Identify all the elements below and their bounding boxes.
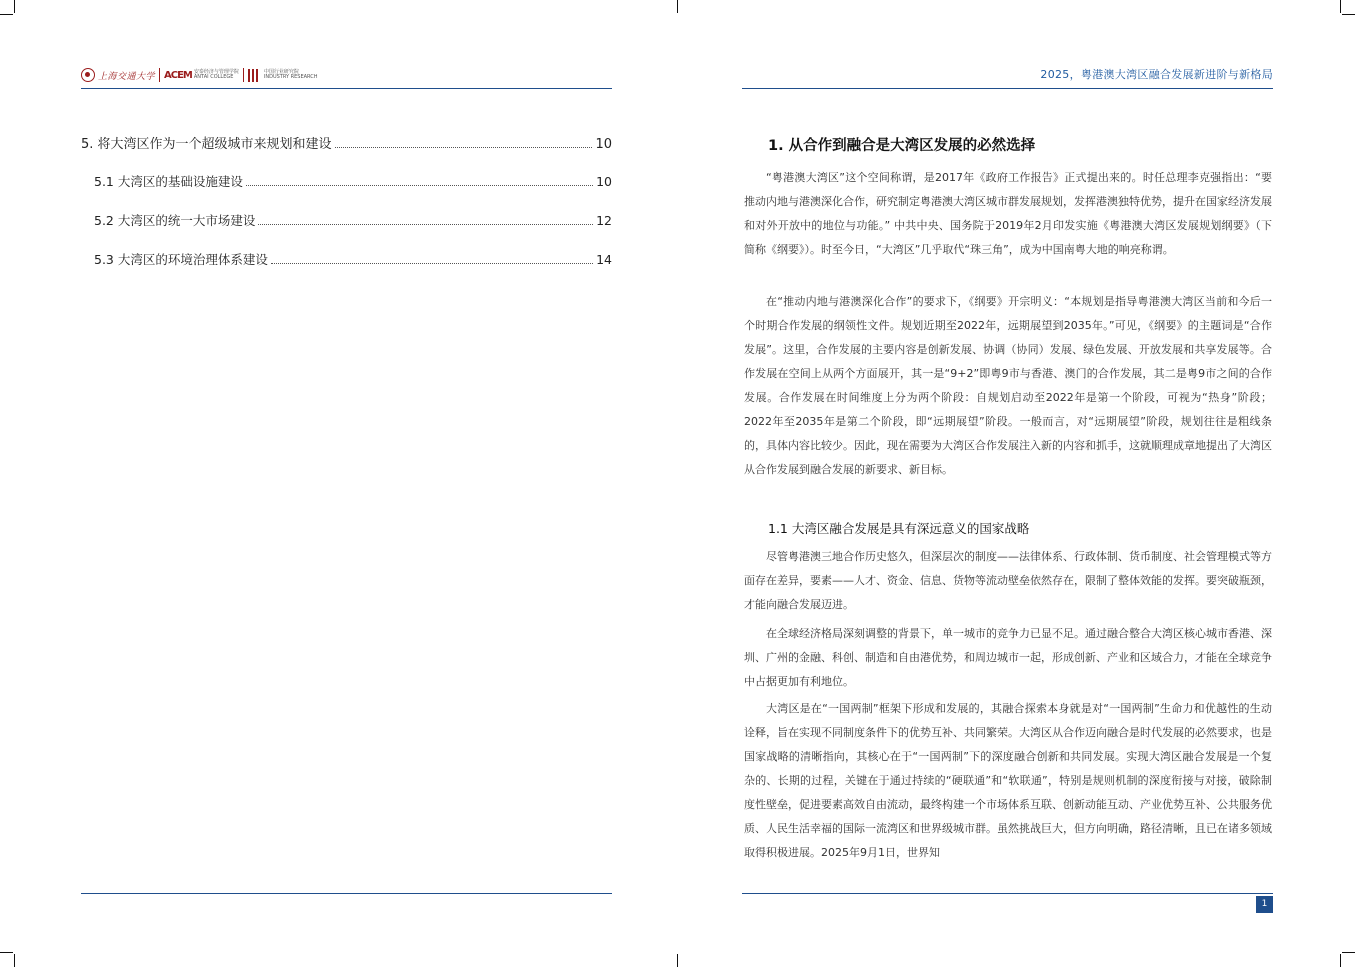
subsection-heading: 1.1 大湾区融合发展是具有深远意义的国家战略	[768, 521, 1030, 536]
antai-logo-cn: 安泰经济与管理学院	[193, 68, 239, 75]
toc-entry[interactable]	[81, 211, 612, 231]
toc-entry-label: 5.2 大湾区的统一大市场建设	[94, 213, 256, 228]
toc-entry-page: 14	[596, 252, 612, 267]
paragraph: 尽管粤港澳三地合作历史悠久，但深层次的制度——法律体系、行政体制、货币制度、社会管理模式等方面存在差异，要素——人才、资金、信息、货物等流动壁垒依然存在，限制了整体效能的发挥。要突破瓶颈，才能向融合发展迈进。	[744, 550, 1272, 611]
toc-entry[interactable]	[81, 250, 612, 270]
crop-mark	[677, 954, 678, 967]
toc-entry-label: 5. 将大湾区作为一个超级城市来规划和建设	[81, 137, 332, 152]
sjtu-logo-text: 上海交通大学	[98, 71, 156, 82]
table-of-contents	[81, 133, 612, 270]
antai-mark-icon: ACEM	[164, 69, 192, 81]
institute-logo-en: INDUSTRY RESEARCH	[263, 74, 318, 80]
toc-entry-page: 10	[596, 174, 612, 189]
crop-mark	[14, 0, 15, 13]
toc-entry-label: 5.1 大湾区的基础设施建设	[94, 174, 243, 189]
section-heading: 1. 从合作到融合是大湾区发展的必然选择	[768, 138, 1036, 154]
toc-leader-dots	[246, 185, 593, 186]
crop-mark	[677, 0, 678, 13]
antai-logo-en: ANTAI COLLEGE	[193, 74, 234, 80]
logo-divider	[243, 68, 244, 82]
toc-leader-dots	[258, 224, 593, 225]
toc-leader-dots	[271, 263, 593, 264]
header-rule-left	[81, 88, 612, 89]
crop-mark	[1340, 0, 1341, 13]
crop-mark	[14, 954, 15, 967]
institute-logo	[248, 69, 318, 82]
crop-mark	[0, 14, 13, 15]
antai-logo-text	[194, 70, 239, 81]
toc-entry-page: 12	[596, 213, 612, 228]
institute-logo-text	[264, 70, 318, 81]
toc-entry[interactable]	[81, 172, 612, 192]
footer-rule-left	[81, 893, 612, 894]
toc-entry[interactable]	[81, 133, 612, 153]
crop-mark	[0, 952, 13, 953]
crop-mark	[1340, 954, 1341, 967]
paragraph: 在全球经济格局深刻调整的背景下，单一城市的竞争力已显不足。通过融合整合大湾区核心城市香港、深圳、广州的金融、科创、制造和自由港优势，和周边城市一起，形成创新、产业和区域合力，才能在全球竞争中占据更加有利地位。	[744, 627, 1272, 688]
antai-logo	[164, 70, 239, 81]
running-title: 2025，粤港澳大湾区融合发展新进阶与新格局	[1040, 68, 1273, 81]
sjtu-logo	[81, 68, 155, 82]
toc-entry-page: 10	[595, 137, 612, 152]
toc-leader-dots	[335, 147, 593, 148]
institute-logo-cn: 中国行业研究院	[263, 68, 299, 75]
crop-mark	[1342, 14, 1355, 15]
paragraph: 大湾区是在“一国两制”框架下形成和发展的，其融合探索本身就是对“一国两制”生命力和优越性的生动诠释，旨在实现不同制度条件下的优势互补、共同繁荣。大湾区从合作迈向融合是时代发展的必然要求，也是国家战略的清晰指向，其核心在于“一国两制”下的深度融合创新和共同发展。实现大湾区融合发展是一个复杂的、长期的过程，关键在于通过持续的“硬联通”和“软联通”，特别是规则机制的深度衔接与对接，破除制度性壁垒，促进要素高效自由流动，最终构建一个市场体系互联、创新动能互动、产业优势互补、公共服务优质、人民生活幸福的国际一流湾区和世界级城市群。虽然挑战巨大，但方向明确，路径清晰，且已在诸多领域取得积极进展。2025年9月1日，世界知	[744, 702, 1272, 859]
sjtu-seal-icon	[81, 68, 95, 82]
toc-entry-label: 5.3 大湾区的环境治理体系建设	[94, 252, 268, 267]
page-number: 1	[1256, 896, 1273, 913]
paragraph: 在“推动内地与港澳深化合作”的要求下，《纲要》开宗明义：“本规划是指导粤港澳大湾区当前和今后一个时期合作发展的纲领性文件。规划近期至2022年，远期展望到2035年。”可见，《纲要》的主题词是“合作发展”。这里，合作发展的主要内容是创新发展、协调（协同）发展、绿色发展、开放发展和共享发展等。合作发展在空间上从两个方面展开，其一是“9+2”即粤9市与香港、澳门的合作发展，其二是粤9市之间的合作发展。合作发展在时间维度上分为两个阶段：自规划启动至2022年是第一个阶段，可视为“热身”阶段；2022年至2035年是第二个阶段，即“远期展望”阶段。一般而言，对“远期展望”阶段，规划往往是粗线条的，具体内容比较少。因此，现在需要为大湾区合作发展注入新的内容和抓手，这就顺理成章地提出了大湾区从合作发展到融合发展的新要求、新目标。	[744, 295, 1272, 476]
crop-mark	[1342, 952, 1355, 953]
institute-mark-icon	[248, 69, 260, 82]
logo-divider	[159, 68, 160, 82]
footer-rule-right	[742, 893, 1273, 894]
header-logos	[81, 66, 318, 84]
paragraph: “粤港澳大湾区”这个空间称谓，是2017年《政府工作报告》正式提出来的。时任总理李克强指出：“要推动内地与港澳深化合作，研究制定粤港澳大湾区城市群发展规划，发挥港澳独特优势，提升在国家经济发展和对外开放中的地位与功能。” 中共中央、国务院于2019年2月印发实施《粤港澳大湾区发展规划纲要》（下简称《纲要》）。时至今日，“大湾区”几乎取代“珠三角”，成为中国南粤大地的响亮称谓。	[744, 171, 1272, 256]
header-rule-right	[742, 88, 1273, 89]
